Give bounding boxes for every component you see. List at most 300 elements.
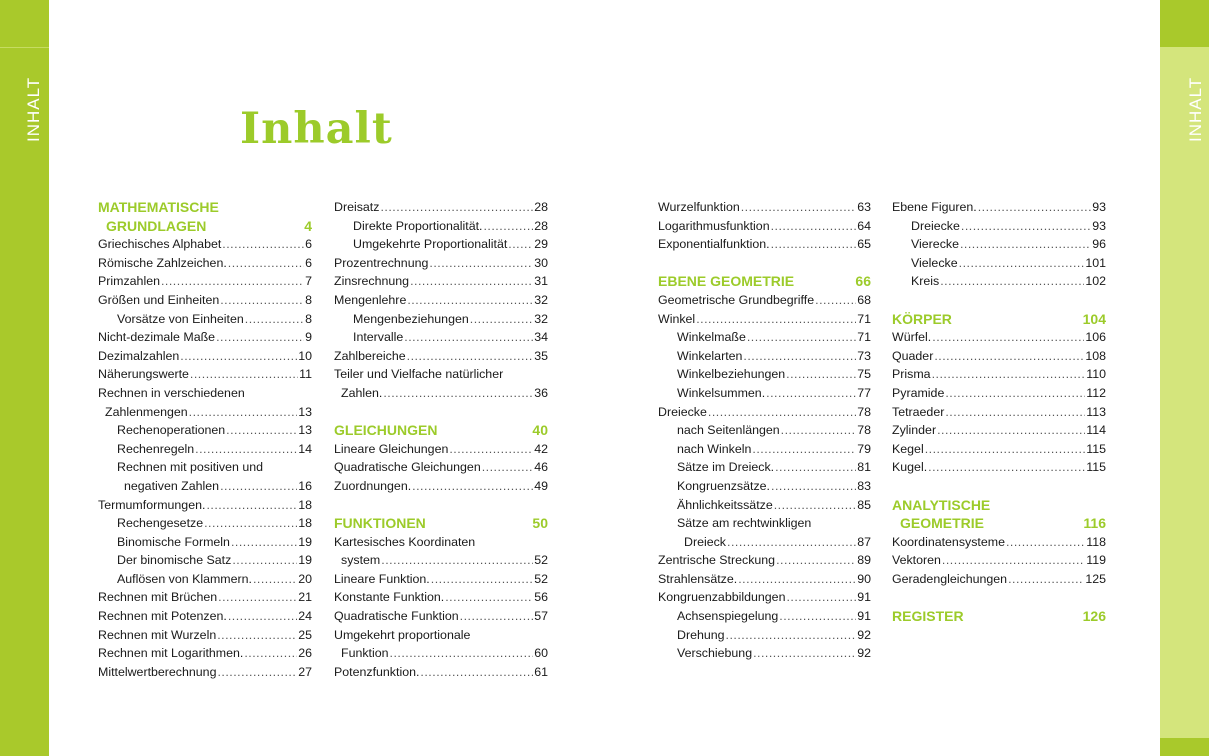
toc-entry	[98, 347, 312, 366]
toc-page-number: 63	[857, 200, 871, 214]
dot-leader	[747, 328, 856, 347]
dot-leader	[420, 663, 533, 682]
toc-page-number: 10	[298, 348, 312, 363]
toc-page-number: 113	[1086, 404, 1106, 419]
toc-entry-title: Lineare Funktion.	[334, 571, 430, 586]
toc-page-number: 91	[857, 609, 871, 624]
toc-page-number: 92	[857, 646, 871, 661]
toc-entry	[98, 458, 312, 477]
toc-entry	[658, 551, 871, 570]
dot-leader	[743, 347, 856, 366]
dot-leader	[727, 533, 856, 552]
toc-entry	[334, 310, 548, 329]
dot-leader	[226, 421, 297, 440]
toc-entry	[98, 496, 312, 515]
toc-page-number: 77	[857, 385, 871, 400]
toc-section-heading	[892, 514, 1106, 533]
dot-leader	[781, 421, 857, 440]
dot-leader	[771, 235, 857, 254]
toc-column-4	[892, 198, 1106, 626]
section-gap	[892, 477, 1106, 496]
toc-entry	[658, 626, 871, 645]
toc-entry-title: EBENE GEOMETRIE	[658, 273, 795, 290]
toc-section-heading	[658, 272, 871, 291]
toc-entry-title: Dreiecke	[911, 218, 960, 233]
toc-page-number: 29	[534, 237, 548, 252]
toc-entry	[658, 533, 871, 552]
dot-leader	[978, 198, 1091, 217]
toc-entry	[98, 588, 312, 607]
dot-leader	[752, 440, 856, 459]
toc-entry-title: Exponentialfunktion.	[658, 237, 770, 252]
toc-entry	[892, 384, 1106, 403]
toc-entry	[98, 607, 312, 626]
right-color-band	[1160, 0, 1209, 756]
toc-page-number: 68	[857, 292, 871, 307]
toc-page-number: 78	[857, 423, 871, 438]
dot-leader	[741, 198, 856, 217]
toc-entry-title: Dreieck	[684, 534, 726, 549]
toc-entry	[334, 254, 548, 273]
toc-page-number: 108	[1085, 348, 1106, 363]
toc-entry-title: negativen Zahlen	[124, 478, 220, 493]
dot-leader	[412, 477, 533, 496]
toc-entry-title: Funktion	[341, 646, 389, 661]
toc-entry-title: Nicht-dezimale Maße	[98, 330, 216, 345]
section-gap	[892, 588, 1106, 607]
toc-entry	[98, 514, 312, 533]
dot-leader	[431, 570, 533, 589]
toc-entry-title: Verschiebung	[677, 646, 753, 661]
toc-entry-title: nach Winkeln	[677, 441, 752, 456]
toc-entry-title: Winkelmaße	[677, 330, 746, 345]
dot-leader	[449, 440, 533, 459]
toc-entry-title: Primzahlen	[98, 274, 160, 289]
toc-entry	[98, 440, 312, 459]
toc-entry-title: Mittelwertberechnung	[98, 664, 217, 679]
toc-page-number: 125	[1085, 571, 1106, 586]
toc-entry-title: ANALYTISCHE	[892, 496, 991, 513]
toc-entry	[334, 235, 548, 254]
dot-leader	[232, 551, 297, 570]
dot-leader	[942, 551, 1085, 570]
dot-leader	[738, 570, 856, 589]
dot-leader	[195, 440, 297, 459]
toc-page-number: 49	[534, 478, 548, 493]
dot-leader	[960, 235, 1091, 254]
toc-section-heading	[892, 310, 1106, 329]
toc-entry	[658, 365, 871, 384]
toc-entry	[658, 384, 871, 403]
toc-entry	[658, 588, 871, 607]
toc-page-number: 116	[1083, 515, 1106, 532]
toc-entry	[98, 272, 312, 291]
right-band-bottom	[1160, 738, 1209, 756]
toc-page-number: 73	[857, 348, 871, 363]
toc-entry	[892, 533, 1106, 552]
toc-entry	[658, 235, 871, 254]
toc-page-number: 4	[304, 217, 312, 234]
toc-entry-title: Konstante Funktion.	[334, 590, 445, 605]
toc-entry	[334, 291, 548, 310]
toc-entry-title: Der binomische Satz	[117, 553, 232, 568]
section-gap	[658, 254, 871, 273]
toc-entry-title: Kartesisches Koordinaten	[334, 534, 476, 549]
toc-entry-title: Achsenspiegelung	[677, 609, 779, 624]
toc-entry	[334, 588, 548, 607]
toc-page-number: 79	[857, 441, 871, 456]
toc-page-number: 14	[298, 441, 312, 456]
toc-page-number: 52	[534, 553, 548, 568]
toc-column-2	[334, 198, 548, 681]
toc-page-number: 21	[298, 590, 312, 605]
toc-entry	[892, 365, 1106, 384]
toc-page-number: 75	[857, 367, 871, 382]
dot-leader	[216, 328, 304, 347]
toc-entry	[892, 328, 1106, 347]
toc-entry	[658, 347, 871, 366]
dot-leader	[940, 272, 1084, 291]
toc-entry-title: Zahlbereiche	[334, 348, 406, 363]
dot-leader	[776, 551, 856, 570]
toc-entry-title: Zahlenmengen	[105, 404, 188, 419]
toc-entry	[892, 458, 1106, 477]
toc-page-number: 115	[1086, 441, 1106, 456]
toc-entry-title: Dezimalzahlen	[98, 348, 180, 363]
dot-leader	[404, 328, 533, 347]
toc-page-number: 13	[298, 423, 312, 438]
toc-page-number: 9	[305, 330, 312, 345]
toc-entry	[892, 198, 1106, 217]
toc-entry	[98, 310, 312, 329]
toc-entry-title: Rechnen mit Potenzen.	[98, 609, 227, 624]
toc-entry-title: Ebene Figuren.	[892, 200, 977, 214]
toc-entry	[334, 384, 548, 403]
dot-leader	[708, 403, 856, 422]
toc-entry	[892, 272, 1106, 291]
toc-page-number: 89	[857, 553, 871, 568]
toc-entry-title: Prisma	[892, 367, 931, 382]
dot-leader	[696, 310, 856, 329]
toc-entry-title: Römische Zahlzeichen.	[98, 255, 227, 270]
toc-section-heading	[334, 421, 548, 440]
toc-entry	[658, 403, 871, 422]
toc-entry-title: Kreis	[911, 274, 940, 289]
toc-entry-title: Pyramide	[892, 385, 945, 400]
toc-entry-title: Termumformungen.	[98, 497, 206, 512]
toc-entry	[98, 328, 312, 347]
dot-leader	[932, 328, 1084, 347]
toc-entry-title: Rechnen mit positiven und	[117, 460, 264, 475]
toc-entry	[334, 217, 548, 236]
toc-page-number: 83	[857, 478, 871, 493]
dot-leader	[508, 235, 533, 254]
dot-leader	[228, 607, 297, 626]
toc-entry-title: Rechnen in verschiedenen	[98, 385, 245, 400]
toc-entry	[334, 533, 548, 552]
toc-entry	[658, 570, 871, 589]
toc-page-number: 8	[305, 292, 312, 307]
dot-leader	[429, 254, 533, 273]
toc-page-number: 6	[305, 237, 312, 252]
dot-leader	[932, 365, 1086, 384]
toc-entry	[98, 384, 312, 403]
toc-page-number: 112	[1086, 385, 1106, 400]
toc-page-number: 30	[534, 255, 548, 270]
toc-entry	[334, 328, 548, 347]
dot-leader	[218, 588, 297, 607]
toc-entry-title: Geradengleichungen	[892, 571, 1008, 586]
toc-entry-title: Rechenoperationen	[117, 423, 226, 438]
toc-page-number: 13	[298, 404, 312, 419]
dot-leader	[407, 347, 534, 366]
toc-entry	[98, 421, 312, 440]
toc-entry-title: REGISTER	[892, 608, 964, 625]
toc-entry-title: Vorsätze von Einheiten	[117, 311, 244, 326]
toc-page-number: 26	[298, 646, 312, 661]
dot-leader	[766, 384, 856, 403]
dot-leader	[726, 626, 857, 645]
toc-entry-title: Zuordnungen.	[334, 478, 412, 493]
toc-entry	[658, 477, 871, 496]
toc-entry-title: Rechengesetze	[117, 516, 204, 531]
toc-entry	[334, 347, 548, 366]
dot-leader	[934, 347, 1084, 366]
toc-page-number: 91	[857, 590, 871, 605]
dot-leader	[220, 477, 297, 496]
toc-entry	[892, 440, 1106, 459]
toc-entry	[658, 458, 871, 477]
dot-leader	[410, 272, 533, 291]
toc-entry-title: Kugel.	[892, 460, 928, 475]
toc-entry	[892, 421, 1106, 440]
toc-entry-title: Umgekehrt proportionale	[334, 627, 471, 642]
dot-leader	[217, 626, 297, 645]
dot-leader	[959, 254, 1085, 273]
toc-entry	[658, 291, 871, 310]
toc-entry-title: Zahlen.	[341, 385, 383, 400]
dot-leader	[381, 551, 533, 570]
dot-leader	[945, 384, 1085, 403]
toc-page-number: 31	[534, 274, 548, 289]
dot-leader	[786, 365, 856, 384]
toc-page-number: 32	[534, 292, 548, 307]
toc-page-number: 101	[1085, 255, 1106, 270]
dot-leader	[753, 644, 856, 663]
toc-entry-title: Potenzfunktion.	[334, 664, 420, 679]
toc-entry-title: Quader	[892, 348, 934, 363]
toc-page-number: 34	[534, 330, 548, 345]
dot-leader	[775, 458, 856, 477]
toc-page-number: 114	[1086, 423, 1106, 438]
toc-section-heading	[892, 496, 1106, 515]
toc-entry	[658, 607, 871, 626]
toc-entry-title: Würfel.	[892, 330, 932, 345]
toc-page-number: 20	[298, 571, 312, 586]
toc-page-number: 6	[305, 255, 312, 270]
toc-entry-title: Wurzelfunktion	[658, 200, 740, 214]
toc-page-number: 65	[857, 237, 871, 252]
toc-entry-title: Quadratische Gleichungen	[334, 460, 481, 475]
toc-entry	[658, 421, 871, 440]
toc-page-number: 81	[857, 460, 871, 475]
toc-entry	[658, 496, 871, 515]
toc-page-number: 61	[534, 664, 548, 679]
dot-leader	[1008, 570, 1084, 589]
toc-page-number: 16	[298, 478, 312, 493]
dot-leader	[380, 198, 533, 217]
toc-entry	[98, 533, 312, 552]
toc-entry	[334, 365, 548, 384]
toc-entry	[98, 477, 312, 496]
toc-entry-title: Mengenbeziehungen	[353, 311, 469, 326]
toc-page-number: 19	[298, 534, 312, 549]
toc-page-number: 32	[534, 311, 548, 326]
dot-leader	[470, 310, 533, 329]
toc-page-number: 56	[534, 590, 548, 605]
toc-page-number: 19	[298, 553, 312, 568]
dot-leader	[786, 588, 856, 607]
toc-page-number: 96	[1092, 237, 1106, 252]
dot-leader	[445, 588, 533, 607]
toc-entry-title: Rechenregeln	[117, 441, 195, 456]
toc-entry	[892, 570, 1106, 589]
toc-entry-title: Dreisatz	[334, 200, 380, 214]
dot-leader	[407, 291, 533, 310]
toc-entry-title: Winkel	[658, 311, 696, 326]
toc-page-number: 27	[298, 664, 312, 679]
toc-page-number: 71	[857, 311, 871, 326]
toc-entry	[334, 644, 548, 663]
toc-entry-title: Vielecke	[911, 255, 958, 270]
dot-leader	[945, 403, 1085, 422]
toc-entry-title: Ähnlichkeitssätze	[677, 497, 773, 512]
toc-entry-title: Kongruenzabbildungen	[658, 590, 786, 605]
toc-entry-title: GRUNDLAGEN	[106, 217, 207, 234]
toc-entry-title: Winkelarten	[677, 348, 743, 363]
toc-entry-title: Rechnen mit Logarithmen.	[98, 646, 244, 661]
toc-page-number: 93	[1092, 200, 1106, 214]
toc-page-number: 66	[855, 273, 871, 290]
dot-leader	[774, 496, 856, 515]
toc-entry	[334, 440, 548, 459]
toc-entry-title: Binomische Formeln	[117, 534, 230, 549]
toc-entry-title: Strahlensätze.	[658, 571, 738, 586]
toc-entry-title: system	[341, 553, 381, 568]
toc-entry	[334, 477, 548, 496]
toc-entry	[334, 198, 548, 217]
toc-entry	[658, 217, 871, 236]
toc-entry	[658, 514, 871, 533]
toc-page-number: 35	[534, 348, 548, 363]
toc-entry	[892, 235, 1106, 254]
toc-entry	[98, 663, 312, 682]
toc-entry-title: Tetraeder	[892, 404, 945, 419]
dot-leader	[217, 663, 297, 682]
dot-leader	[253, 570, 297, 589]
toc-page-number: 11	[299, 367, 312, 382]
dot-leader	[231, 533, 297, 552]
toc-page-number: 50	[532, 515, 548, 532]
dot-leader	[961, 217, 1091, 236]
toc-entry-title: Geometrische Grundbegriffe	[658, 292, 815, 307]
toc-column-3	[658, 198, 871, 663]
toc-entry-title: Rechnen mit Brüchen	[98, 590, 218, 605]
toc-page-number: 36	[534, 385, 548, 400]
section-gap	[892, 291, 1106, 310]
toc-section-heading	[334, 514, 548, 533]
toc-page-number: 93	[1092, 218, 1106, 233]
toc-column-1	[98, 198, 312, 681]
toc-entry	[98, 365, 312, 384]
dot-leader	[1006, 533, 1085, 552]
toc-entry-title: Rechnen mit Wurzeln	[98, 627, 217, 642]
toc-entry-title: Sätze am rechtwinkligen	[677, 516, 812, 531]
toc-entry	[98, 551, 312, 570]
toc-entry-title: Koordinatensysteme	[892, 534, 1005, 549]
toc-page-number: 60	[534, 646, 548, 661]
toc-entry-title: Lineare Gleichungen	[334, 441, 449, 456]
dot-leader	[925, 440, 1086, 459]
left-color-band	[0, 0, 49, 756]
toc-entry	[334, 570, 548, 589]
toc-entry	[98, 644, 312, 663]
toc-entry	[334, 458, 548, 477]
toc-entry-title: Drehung	[677, 627, 725, 642]
side-label-left: INHALT	[24, 76, 43, 142]
toc-page-number: 8	[305, 311, 312, 326]
toc-entry	[658, 644, 871, 663]
dot-leader	[937, 421, 1085, 440]
toc-page-number: 25	[298, 627, 312, 642]
toc-entry-title: Vektoren	[892, 553, 941, 568]
toc-entry	[98, 291, 312, 310]
toc-entry	[892, 551, 1106, 570]
dot-leader	[204, 514, 297, 533]
toc-entry-title: Kegel	[892, 441, 924, 456]
dot-leader	[220, 291, 304, 310]
page-title: Inhalt	[240, 104, 393, 154]
dot-leader	[161, 272, 304, 291]
toc-entry	[334, 626, 548, 645]
dot-leader	[245, 310, 304, 329]
toc-page-number: 24	[298, 609, 312, 624]
toc-entry-title: Mengenlehre	[334, 292, 407, 307]
toc-entry	[98, 570, 312, 589]
toc-entry-title: Umgekehrte Proportionalität	[353, 237, 508, 252]
toc-section-heading	[892, 607, 1106, 626]
toc-entry-title: Intervalle	[353, 330, 404, 345]
toc-entry-title: Vierecke	[911, 237, 959, 252]
side-label-right: INHALT	[1186, 76, 1205, 142]
section-gap	[334, 496, 548, 515]
toc-entry-title: Winkelbeziehungen	[677, 367, 786, 382]
toc-page-number: 7	[305, 274, 312, 289]
dot-leader	[222, 235, 304, 254]
toc-entry-title: nach Seitenlängen	[677, 423, 780, 438]
dot-leader	[482, 458, 533, 477]
toc-entry-title: Direkte Proportionalität.	[353, 218, 483, 233]
dot-leader	[390, 644, 534, 663]
toc-page-number: 110	[1086, 367, 1106, 382]
toc-entry-title: MATHEMATISCHE	[98, 199, 219, 215]
toc-entry	[892, 254, 1106, 273]
toc-entry	[334, 607, 548, 626]
right-band-top	[1160, 0, 1209, 47]
toc-entry-title: Zylinder	[892, 423, 937, 438]
toc-page-number: 46	[534, 460, 548, 475]
dot-leader	[928, 458, 1085, 477]
